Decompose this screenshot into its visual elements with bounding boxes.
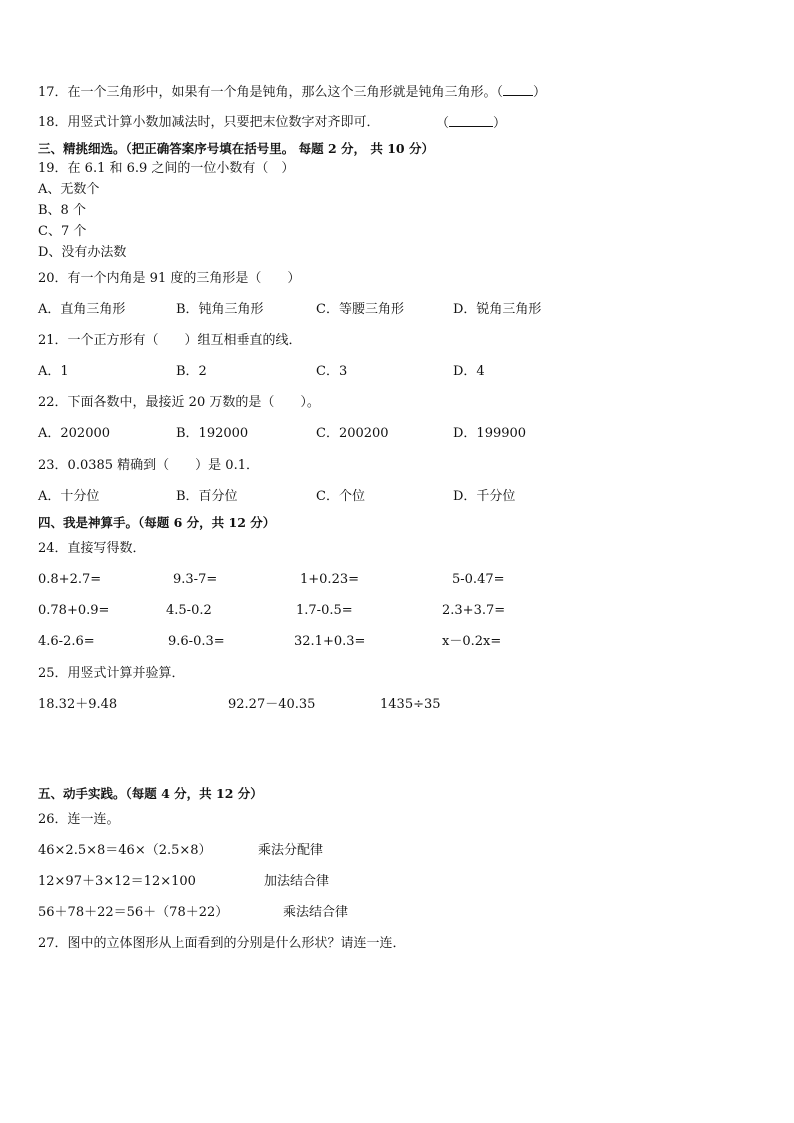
- calc-item: 5-0.47=: [452, 572, 505, 587]
- question-17: [38, 83, 546, 102]
- calc-item: 9.6-0.3=: [168, 634, 225, 649]
- match-law[interactable]: 乘法分配律: [258, 843, 324, 858]
- question-23-text: 23．0.0385 精确到（ ）是 0.1．: [38, 458, 259, 473]
- question-22-option-d[interactable]: D．199900: [453, 426, 527, 441]
- section-3-heading: 三、精挑细选。（把正确答案序号填在括号里。 每题 2 分， 共 10 分）: [38, 141, 434, 156]
- question-24-text: 24．直接写得数．: [38, 541, 146, 556]
- question-25-text: 25．用竖式计算并验算．: [38, 666, 185, 681]
- calc-item: 1.7-0.5=: [296, 603, 353, 618]
- question-20-text: 20．有一个内角是 91 度的三角形是（ ）: [38, 271, 301, 286]
- match-law[interactable]: 加法结合律: [264, 874, 330, 889]
- question-22-option-a[interactable]: A．202000: [38, 426, 111, 441]
- calc-item: 4.6-2.6=: [38, 634, 95, 649]
- question-18-text: 18．用竖式计算小数加减法时，只要把末位数字对齐即可．: [38, 115, 380, 130]
- bracket-close: ）: [493, 116, 507, 131]
- match-expression[interactable]: 46×2.5×8＝46×（2.5×8）: [38, 843, 212, 858]
- question-22-option-c[interactable]: C．200200: [316, 426, 389, 441]
- calc-item: 2.3+3.7=: [442, 603, 506, 618]
- section-4-heading: 四、我是神算手。（每题 6 分，共 12 分）: [38, 515, 276, 530]
- question-21-text: 21．一个正方形有（ ）组互相垂直的线．: [38, 333, 302, 348]
- question-23-option-b[interactable]: B．百分位: [176, 489, 238, 504]
- section-5-heading: 五、动手实践。（每题 4 分，共 12 分）: [38, 786, 263, 801]
- answer-blank-17[interactable]: [503, 83, 533, 96]
- question-19-option-d[interactable]: D、没有办法数: [38, 245, 127, 260]
- calc-item: 1+0.23=: [300, 572, 360, 587]
- calc-item: 32.1+0.3=: [294, 634, 366, 649]
- question-21-option-b[interactable]: B．2: [176, 364, 207, 379]
- question-17-text: 17．在一个三角形中，如果有一个角是钝角，那么这个三角形就是钝角三角形。（: [38, 85, 504, 100]
- question-18: [38, 114, 380, 132]
- question-23-option-a[interactable]: A．十分位: [38, 489, 100, 504]
- calc-item: 4.5-0.2: [166, 603, 212, 618]
- answer-blank-18[interactable]: [449, 114, 493, 127]
- question-21-option-a[interactable]: A．1: [38, 364, 69, 379]
- question-21-option-c[interactable]: C．3: [316, 364, 348, 379]
- question-22-text: 22．下面各数中，最接近 20 万数的是（ ）。: [38, 395, 320, 410]
- question-19-option-a[interactable]: A、无数个: [38, 182, 100, 197]
- question-20-option-a[interactable]: A．直角三角形: [38, 302, 126, 317]
- question-17-close: ）: [533, 85, 547, 100]
- vertical-calc-item: 1435÷35: [380, 697, 441, 712]
- vertical-calc-item: 92.27－40.35: [228, 697, 316, 712]
- question-23-option-c[interactable]: C．个位: [316, 489, 365, 504]
- match-expression[interactable]: 12×97＋3×12＝12×100: [38, 874, 196, 889]
- match-law[interactable]: 乘法结合律: [283, 905, 349, 920]
- match-expression[interactable]: 56＋78＋22＝56＋（78＋22）: [38, 905, 229, 920]
- question-20-option-c[interactable]: C．等腰三角形: [316, 302, 404, 317]
- calc-item: 0.8+2.7=: [38, 572, 102, 587]
- question-20-option-b[interactable]: B．钝角三角形: [176, 302, 264, 317]
- answer-bracket-18: [436, 114, 506, 133]
- calc-item: 9.3-7=: [173, 572, 218, 587]
- question-27-text: 27．图中的立体图形从上面看到的分别是什么形状？请连一连．: [38, 936, 406, 951]
- question-19-option-b[interactable]: B、8 个: [38, 203, 86, 218]
- question-20-option-d[interactable]: D．锐角三角形: [453, 302, 542, 317]
- calc-item: x－0.2x=: [442, 634, 502, 649]
- calc-item: 0.78+0.9=: [38, 603, 110, 618]
- question-19-option-c[interactable]: C、7 个: [38, 224, 87, 239]
- question-19-text: 19．在 6.1 和 6.9 之间的一位小数有（ ）: [38, 161, 295, 176]
- bracket-open: （: [436, 116, 450, 131]
- question-21-option-d[interactable]: D．4: [453, 364, 485, 379]
- question-26-text: 26．连一连。: [38, 812, 120, 827]
- question-22-option-b[interactable]: B．192000: [176, 426, 249, 441]
- question-23-option-d[interactable]: D．千分位: [453, 489, 516, 504]
- vertical-calc-item: 18.32＋9.48: [38, 697, 118, 712]
